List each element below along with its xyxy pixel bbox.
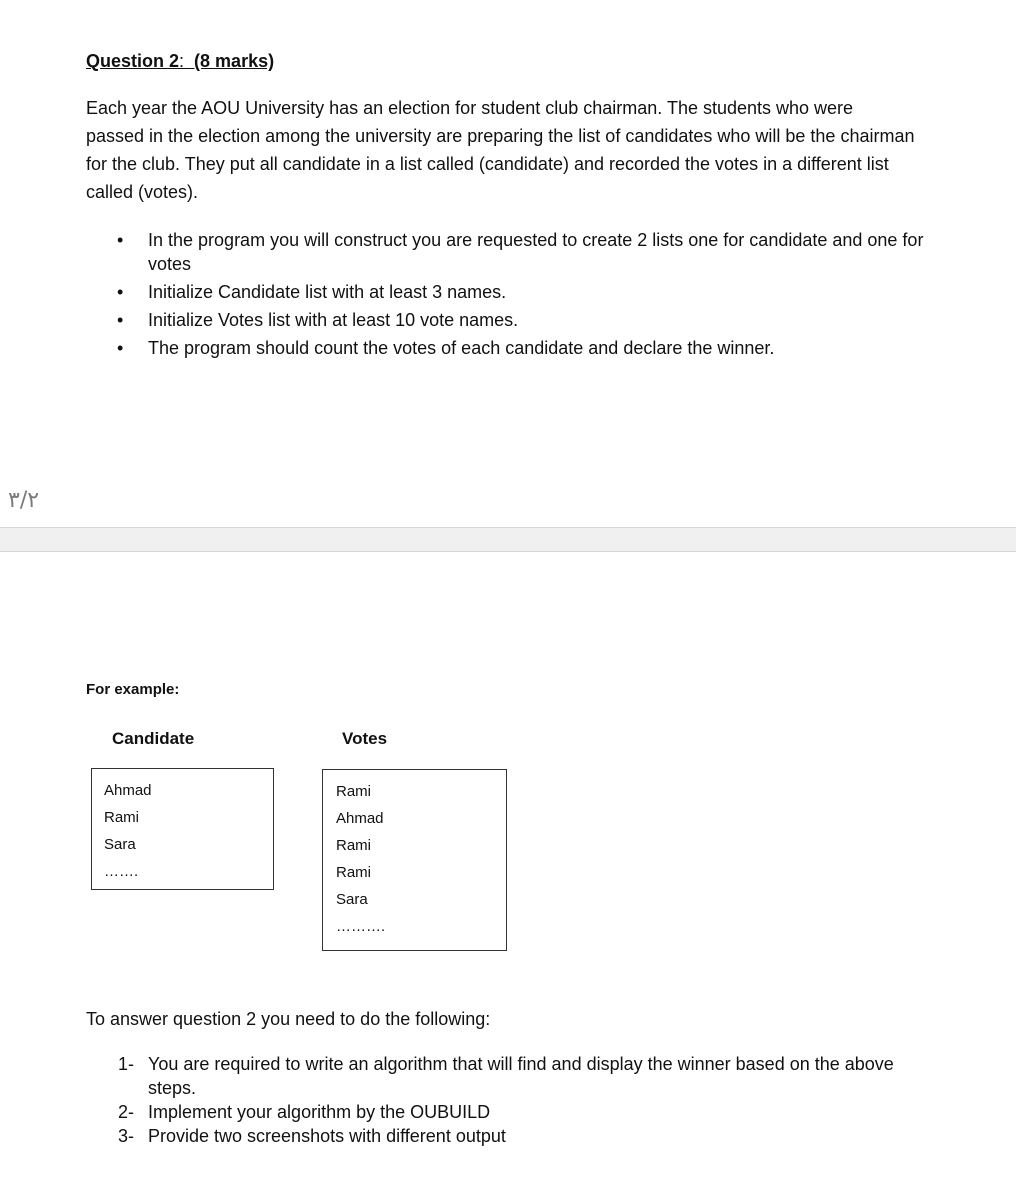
answer-step — [118, 1124, 938, 1148]
candidate-header: Candidate — [112, 729, 195, 748]
step-number: 2- — [118, 1102, 135, 1122]
question-title-label: Question 2 — [86, 51, 180, 71]
step-text: You are required to write an algorithm that will find and display the winner based on the above steps. — [148, 1054, 894, 1098]
question-intro: Each year the AOU University has an election for student club chairman. The students who were passed in the election among the university are preparing the list of candidates who will be the chairman for the club. They put all candidate in a list called (candidate) and recorded the votes in a different list called (votes). — [86, 98, 915, 202]
answer-step — [118, 1052, 938, 1100]
vote-item: Rami — [336, 864, 372, 881]
step-text: Implement your algorithm by the OUBUILD — [148, 1102, 491, 1122]
candidate-item: ……. — [104, 863, 139, 880]
step-number: 1- — [118, 1054, 135, 1074]
requirement-item: • Initialize Candidate list with at least 3 names. — [148, 280, 948, 304]
requirement-item: • The program should count the votes of each candidate and declare the winner. — [148, 336, 948, 360]
candidate-item: Rami — [104, 809, 140, 826]
candidate-item: Sara — [104, 836, 136, 853]
example-label: For example: — [86, 681, 180, 698]
step-text: Provide two screenshots with different output — [148, 1126, 506, 1146]
candidate-item: Ahmad — [104, 782, 152, 799]
page-number: ٣/٢ — [8, 488, 40, 513]
question-marks: (8 marks) — [194, 51, 275, 71]
page-separator — [0, 527, 1016, 552]
vote-item: ………. — [336, 918, 386, 935]
requirement-item: • In the program you will construct you are requested to create 2 lists one for candidate and one for votes — [148, 228, 948, 276]
answer-step — [118, 1100, 938, 1124]
vote-item: Sara — [336, 891, 368, 908]
votes-header: Votes — [342, 729, 388, 748]
candidate-list-box — [91, 768, 274, 890]
requirement-item: • Initialize Votes list with at least 10 vote names. — [148, 308, 948, 332]
vote-item: Rami — [336, 837, 372, 854]
requirements-list — [148, 228, 948, 364]
answer-intro: To answer question 2 you need to do the following: — [86, 1009, 491, 1029]
vote-item: Ahmad — [336, 810, 384, 827]
question-title-colon: : — [179, 51, 185, 71]
votes-list-box — [322, 769, 507, 951]
vote-item: Rami — [336, 783, 372, 800]
question-title — [86, 51, 274, 72]
step-number: 3- — [118, 1126, 135, 1146]
answer-steps-list — [118, 1052, 938, 1148]
